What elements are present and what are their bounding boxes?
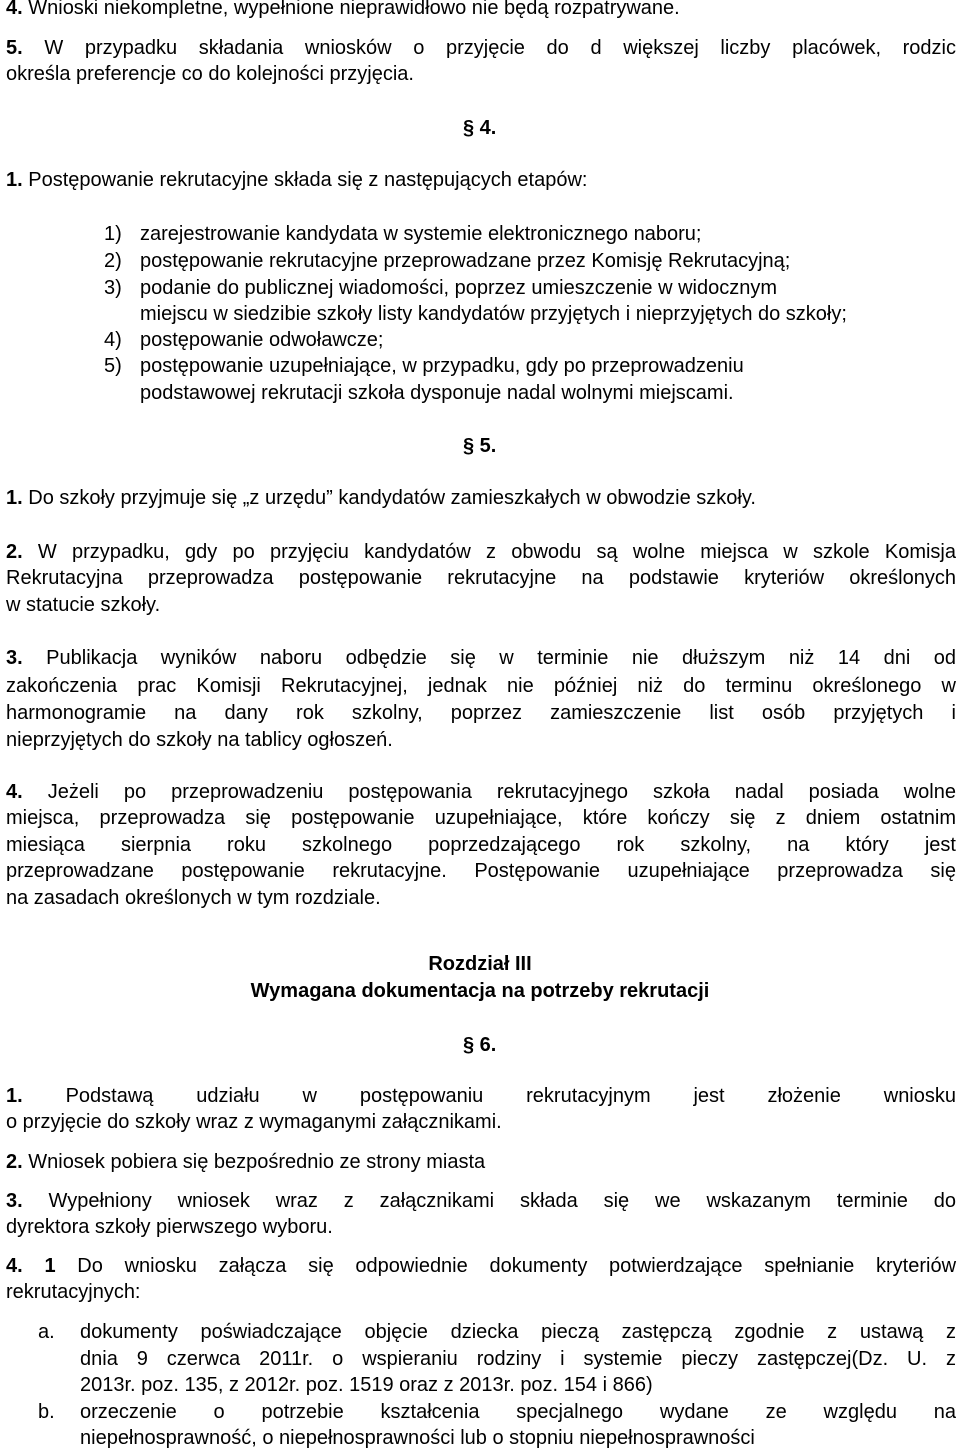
s5-paragraph-3-line1 [6, 646, 956, 670]
chapter-title: Rozdział III [428, 953, 532, 975]
list-item-continuation: niepełnosprawność, o niepełnosprawności lub o stopniu niepełnosprawności [80, 1427, 755, 1449]
paragraph-number: 3. [6, 1190, 23, 1212]
paragraph-number: 4. [6, 1255, 23, 1277]
paragraph-number: 4. [6, 781, 23, 803]
list-item-number: 5) [104, 355, 122, 377]
list-item-continuation: miejscu w siedzibie szkoły listy kandydatów przyjętych i nieprzyjętych do szkoły; [140, 303, 847, 325]
paragraph-number: 1. [6, 487, 23, 509]
s5-paragraph-2-line2: Rekrutacyjna przeprowadza postępowanie rekrutacyjne na podstawie kryteriów określonych [6, 567, 956, 589]
list-item-number: 1) [104, 223, 122, 245]
paragraph-number: 4. [6, 0, 23, 19]
s5-paragraph-3-line3: harmonogramie na dany rok szkolny, poprzez zamieszczenie list osób przyjętych i [6, 702, 956, 724]
paragraph-number: 1. [6, 169, 23, 191]
list-item-number: 2) [104, 250, 122, 272]
list-item-continuation: podstawowej rekrutacji szkoła dysponuje nadal wolnymi miejscami. [140, 382, 734, 404]
s5-paragraph-4-line3: miesiąca sierpnia roku szkolnego poprzedzającego rok szkolny, na który jest [6, 834, 956, 856]
s6-paragraph-3-line2: dyrektora szkoły pierwszego wyboru. [6, 1216, 333, 1238]
s5-paragraph-1 [6, 486, 756, 510]
paragraph-text: Wnioski niekompletne, wypełnione nieprawidłowo nie będą rozpatrywane. [22, 0, 680, 19]
s6-paragraph-1-line1 [6, 1084, 956, 1108]
s5-paragraph-2-line3: w statucie szkoły. [6, 594, 161, 616]
s5-paragraph-4-line1 [6, 780, 956, 804]
s6-paragraph-3-line1 [6, 1189, 956, 1213]
paragraph-number: 1. [6, 1085, 23, 1107]
paragraph-number: 3. [6, 647, 23, 669]
list-item: orzeczenie o potrzebie kształcenia specjalnego wydane ze względu na [80, 1401, 956, 1423]
paragraph-text: Do szkoły przyjmuje się „z urzędu” kandydatów zamieszkałych w obwodzie szkoły. [22, 487, 756, 509]
s6-paragraph-4-line2: rekrutacyjnych: [6, 1281, 141, 1303]
paragraph-text: Jeżeli po przeprowadzeniu postępowania rekrutacyjnego szkoła nadal posiada wolne [22, 781, 956, 803]
paragraph-subnumber: 1 [44, 1255, 56, 1277]
s5-paragraph-3-line4: nieprzyjętych do szkoły na tablicy ogłoszeń. [6, 729, 393, 751]
section-heading-5: § 5. [463, 435, 497, 457]
paragraph-text: W przypadku, gdy po przyjęciu kandydatów z obwodu są wolne miejsca w szkole Komisja [22, 541, 956, 563]
s5-paragraph-2-line1 [6, 540, 956, 564]
list-item: postępowanie rekrutacyjne przeprowadzane przez Komisję Rekrutacyjną; [140, 250, 791, 272]
list-item: dokumenty poświadczające objęcie dziecka pieczą zastępczą zgodnie z ustawą z [80, 1321, 956, 1343]
s5-paragraph-4-line2: miejsca, przeprowadza się postępowanie uzupełniające, które kończy się z dniem ostatnim [6, 807, 956, 829]
paragraph-4-top [6, 0, 680, 20]
list-item-letter: b. [38, 1401, 55, 1423]
paragraph-5-top-line1 [6, 36, 956, 60]
paragraph-text: W przypadku składania wniosków o przyjęcie do d większej liczby placówek, rodzic [22, 37, 956, 59]
section-heading-6: § 6. [463, 1034, 497, 1056]
paragraph-number: 5. [6, 37, 23, 59]
list-item: postępowanie uzupełniające, w przypadku, gdy po przeprowadzeniu [140, 355, 744, 377]
paragraph-text: Wypełniony wniosek wraz z załącznikami składa się we wskazanym terminie do [22, 1190, 956, 1212]
paragraph-text: Postępowanie rekrutacyjne składa się z następujących etapów: [22, 169, 588, 191]
list-item-number: 3) [104, 277, 122, 299]
paragraph-text: Podstawą udziału w postępowaniu rekrutacyjnym jest złożenie wniosku [22, 1085, 956, 1107]
s4-paragraph-1 [6, 168, 587, 192]
list-item-continuation: dnia 9 czerwca 2011r. o wspieraniu rodziny i systemie pieczy zastępczej(Dz. U. z [80, 1348, 956, 1370]
paragraph-5-top-line2: określa preferencje co do kolejności przyjęcia. [6, 63, 414, 85]
paragraph-number: 2. [6, 1151, 23, 1173]
s6-paragraph-1-line2: o przyjęcie do szkoły wraz z wymaganymi załącznikami. [6, 1111, 502, 1133]
paragraph-number: 2. [6, 541, 23, 563]
list-item-number: 4) [104, 329, 122, 351]
list-item: postępowanie odwoławcze; [140, 329, 384, 351]
s5-paragraph-3-line2: zakończenia prac Komisji Rekrutacyjnej, jednak nie później niż do terminu określonego w [6, 675, 956, 697]
s5-paragraph-4-line4: przeprowadzane postępowanie rekrutacyjne. Postępowanie uzupełniające przeprowadza się [6, 860, 956, 882]
list-item: zarejestrowanie kandydata w systemie elektronicznego naboru; [140, 223, 702, 245]
chapter-subtitle: Wymagana dokumentacja na potrzeby rekrutacji [250, 980, 710, 1002]
list-item: podanie do publicznej wiadomości, poprzez umieszczenie w widocznym [140, 277, 777, 299]
paragraph-text: Wniosek pobiera się bezpośrednio ze strony miasta [22, 1151, 486, 1173]
section-heading-4: § 4. [463, 117, 497, 139]
paragraph-text: Do wniosku załącza się odpowiednie dokumenty potwierdzające spełnianie kryteriów [55, 1255, 957, 1277]
paragraph-text: Publikacja wyników naboru odbędzie się w terminie nie dłuższym niż 14 dni od [22, 647, 956, 669]
s6-paragraph-2 [6, 1150, 485, 1174]
s5-paragraph-4-line5: na zasadach określonych w tym rozdziale. [6, 887, 381, 909]
s6-paragraph-4-line1 [6, 1254, 956, 1278]
list-item-letter: a. [38, 1321, 55, 1343]
list-item-continuation: 2013r. poz. 135, z 2012r. poz. 1519 oraz z 2013r. poz. 154 i 866) [80, 1374, 653, 1396]
